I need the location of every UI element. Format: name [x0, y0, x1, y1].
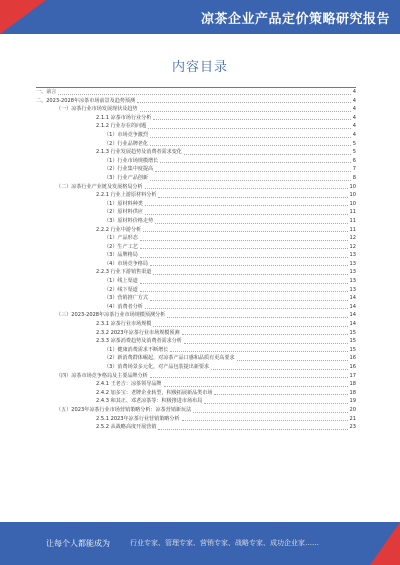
- toc-entry[interactable]: [36, 380, 356, 389]
- toc-entry-label: （一）凉茶行业市场发展现状及趋势: [56, 106, 138, 113]
- toc-entry[interactable]: [36, 251, 356, 260]
- toc-entry-page: 11: [349, 209, 356, 216]
- toc-entry-page: 4: [352, 89, 356, 95]
- toc-leader-dots: [140, 290, 348, 292]
- toc-entry[interactable]: [36, 208, 356, 217]
- toc-leader-dots: [184, 342, 348, 344]
- toc-entry-label: （1）行业市场规模增长: [104, 157, 159, 164]
- toc-entry-label: 2.4.3 和其正、邓老凉茶等：积极推进市场布局: [96, 398, 203, 405]
- footer-red-corner: [370, 522, 400, 565]
- toc-leader-dots: [150, 144, 351, 146]
- toc-entry-label: 一、前言: [36, 89, 57, 95]
- toc-leader-dots: [150, 136, 351, 138]
- toc-entry-page: 13: [349, 286, 356, 293]
- toc-entry-label: （2）行业品牌老化: [104, 140, 148, 147]
- toc-entry-page: 16: [349, 364, 356, 370]
- toc-entry-label: 2.1.2 行业存在的问题: [96, 123, 147, 130]
- toc-entry[interactable]: [36, 122, 356, 131]
- toc-entry-page: 7: [352, 166, 356, 173]
- toc-entry-page: 10: [349, 192, 356, 199]
- toc-entry[interactable]: [36, 217, 356, 226]
- toc-entry[interactable]: [36, 260, 356, 269]
- toc-leader-dots: [153, 325, 347, 327]
- toc-entry[interactable]: [36, 363, 356, 372]
- toc-entry-page: 15: [349, 329, 356, 336]
- toc-entry[interactable]: [36, 174, 356, 183]
- toc-entry-page: 4: [352, 106, 356, 113]
- toc-entry[interactable]: [36, 337, 356, 346]
- footer-slogan: 让每个人都能成为: [46, 539, 110, 548]
- footer-roles: 行业专家、管理专家、营销专家、战略专家、成功企业家……: [130, 539, 319, 547]
- toc-leader-dots: [155, 222, 347, 224]
- toc-entry-page: 14: [349, 312, 356, 319]
- header-red-corner: [0, 0, 46, 34]
- toc-leader-dots: [145, 204, 348, 206]
- toc-entry-page: 13: [349, 252, 356, 259]
- toc-leader-dots: [164, 385, 348, 387]
- toc-leader-dots: [182, 419, 348, 421]
- toc-leader-dots: [140, 239, 348, 241]
- toc-entry[interactable]: [36, 286, 356, 295]
- toc-entry-page: 23: [349, 424, 356, 431]
- toc-entry-page: 14: [349, 303, 356, 310]
- toc-leader-dots: [193, 411, 347, 413]
- toc-entry-page: 10: [349, 200, 356, 207]
- toc-entry[interactable]: [36, 165, 356, 174]
- toc-entry-label: 2.4.1 王老吉：凉茶领导品牌: [96, 381, 162, 388]
- header-bar: [0, 0, 400, 34]
- toc-entry-label: （3）品牌格局: [104, 252, 138, 259]
- toc-entry[interactable]: [36, 397, 356, 406]
- toc-entry-label: 2.4.2 加多宝：老牌企业转型，积极拓展新品类市场: [96, 389, 213, 396]
- toc-entry-label: （3）营销推广方式: [104, 295, 148, 302]
- toc-leader-dots: [140, 282, 348, 284]
- toc-leader-dots: [140, 256, 348, 258]
- toc-entry-page: 13: [349, 260, 356, 267]
- toc-entry-label: 2.2.2 行业中游分析: [96, 226, 142, 233]
- toc-entry[interactable]: [36, 114, 356, 123]
- toc-leader-dots: [150, 376, 348, 378]
- toc-entry-label: （1）原材料种类: [104, 200, 143, 207]
- toc-leader-dots: [137, 101, 351, 103]
- toc-leader-dots: [145, 213, 348, 215]
- toc-heading: 内容目录: [171, 60, 228, 75]
- toc-entry-label: （2）新消费群体崛起，对凉茶产品口感和品质有更高要求: [104, 355, 235, 362]
- toc-entry[interactable]: [36, 97, 356, 106]
- toc-leader-dots: [145, 187, 348, 189]
- toc-entry-label: （2）原材料供应: [104, 209, 143, 216]
- toc-entry[interactable]: [36, 148, 356, 157]
- toc-entry[interactable]: [36, 406, 356, 415]
- toc-entry-label: 2.5.1 2023年凉茶行业营销策略分析: [96, 415, 180, 422]
- toc-entry-page: 20: [349, 406, 356, 413]
- toc-entry-label: （3）原材料价格走势: [104, 217, 154, 224]
- toc-entry[interactable]: [36, 183, 356, 192]
- toc-leader-dots: [150, 179, 351, 181]
- toc-entry-page: 4: [352, 114, 356, 121]
- toc-entry-page: 11: [349, 217, 356, 224]
- toc-entry-page: 17: [349, 372, 356, 379]
- toc-leader-dots: [211, 368, 347, 370]
- toc-leader-dots: [214, 393, 347, 395]
- toc-entry-label: （2）行业集中度提高: [104, 166, 154, 173]
- toc-leader-dots: [237, 359, 348, 361]
- toc-entry[interactable]: [36, 354, 356, 363]
- toc-leader-dots: [160, 161, 351, 163]
- toc-entry-page: 4: [352, 131, 356, 138]
- toc-leader-dots: [204, 402, 347, 404]
- toc-leader-dots: [153, 273, 347, 275]
- toc-entry-page: 8: [352, 174, 356, 181]
- toc-entry[interactable]: [36, 191, 356, 200]
- toc-entry-label: （3）消费场景多元化，对产品包装提出新要求: [104, 364, 210, 370]
- toc-leader-dots: [170, 350, 347, 352]
- toc-entry[interactable]: [36, 372, 356, 381]
- toc-entry[interactable]: [36, 105, 356, 114]
- toc-entry-label: （4）消费者分析: [104, 303, 143, 310]
- toc-entry-page: 5: [352, 149, 356, 156]
- toc-leader-dots: [153, 118, 350, 120]
- report-title: 凉茶企业产品定价策略研究报告: [200, 12, 390, 27]
- toc-entry-label: （1）产品形态: [104, 235, 138, 242]
- toc-entry-page: 10: [349, 183, 356, 190]
- toc-entry-page: 18: [349, 389, 356, 396]
- toc-leader-dots: [148, 127, 351, 129]
- toc-entry-page: 21: [349, 415, 356, 422]
- toc-entry-page: 4: [352, 97, 356, 104]
- toc-entry-page: 13: [349, 269, 356, 276]
- table-of-contents: [36, 88, 356, 432]
- toc-entry[interactable]: [36, 303, 356, 312]
- toc-leader-dots: [58, 93, 350, 95]
- toc-leader-dots: [158, 428, 347, 430]
- toc-entry-label: 2.3.1 凉茶行业市场规模: [96, 321, 152, 328]
- toc-entry[interactable]: [36, 423, 356, 432]
- toc-entry-page: 18: [349, 381, 356, 388]
- toc-entry-page: 16: [349, 355, 356, 362]
- toc-entry-label: （五）2023年凉茶行业市场营销策略分析：凉茶营销新玩法: [56, 406, 192, 413]
- toc-entry-label: （1）市场竞争激烈: [104, 131, 148, 138]
- toc-entry[interactable]: [36, 234, 356, 243]
- toc-leader-dots: [145, 307, 348, 309]
- toc-entry[interactable]: [36, 200, 356, 209]
- toc-entry-label: 2.2.1 行业上游原材料分析: [96, 192, 157, 199]
- toc-entry-label: （三）2023-2028年凉茶行业市场规模预测分析: [56, 312, 166, 319]
- toc-entry-page: 11: [349, 226, 356, 233]
- toc-leader-dots: [150, 264, 348, 266]
- toc-entry[interactable]: [36, 277, 356, 286]
- toc-entry-label: 2.5.2 从战略高度开展营销: [96, 424, 157, 431]
- toc-leader-dots: [140, 110, 351, 112]
- toc-entry-page: 13: [349, 278, 356, 285]
- toc-entry-label: 2.3.3 凉茶消费趋势及消费者需求分析: [96, 338, 182, 345]
- toc-leader-dots: [150, 299, 348, 301]
- toc-entry-page: 12: [349, 235, 356, 242]
- toc-entry[interactable]: [36, 268, 356, 277]
- toc-entry-page: 6: [352, 157, 356, 164]
- toc-entry-label: 二、2023-2028年凉茶市场前景及趋势预测: [36, 97, 136, 104]
- toc-entry[interactable]: [36, 329, 356, 338]
- toc-entry-label: （二）凉茶行业产业链及发展格局分析: [56, 183, 143, 190]
- toc-entry[interactable]: [36, 346, 356, 355]
- toc-entry-label: 2.3.2 2023年凉茶行业市场规模预测: [96, 329, 180, 336]
- toc-entry-page: 4: [352, 123, 356, 130]
- toc-entry[interactable]: [36, 226, 356, 235]
- toc-entry[interactable]: [36, 389, 356, 398]
- toc-entry-label: （3）行业产品创新: [104, 174, 148, 181]
- toc-entry[interactable]: [36, 140, 356, 149]
- toc-entry-page: 15: [349, 346, 356, 353]
- toc-leader-dots: [155, 170, 351, 172]
- toc-leader-dots: [143, 230, 347, 232]
- toc-entry-page: 5: [352, 140, 356, 147]
- toc-entry[interactable]: [36, 415, 356, 424]
- toc-entry[interactable]: [36, 88, 356, 97]
- toc-entry-page: 19: [349, 398, 356, 405]
- toc-entry-page: 15: [349, 338, 356, 345]
- toc-entry-page: 12: [349, 243, 356, 250]
- toc-leader-dots: [140, 247, 348, 249]
- toc-entry-label: 2.1.3 行业发展趋势及消费者需求变化: [96, 149, 182, 156]
- toc-entry-label: （1）健康消费需求不断增长: [104, 346, 169, 353]
- toc-leader-dots: [182, 333, 348, 335]
- toc-entry-label: （四）凉茶市场竞争格局及主要品牌分析: [56, 372, 148, 379]
- toc-entry-label: 2.2.3 行业下游销售渠道: [96, 269, 152, 276]
- toc-entry[interactable]: [36, 294, 356, 303]
- toc-entry-label: （1）线上渠道: [104, 278, 138, 285]
- toc-entry-label: （4）市场竞争格局: [104, 260, 148, 267]
- toc-entry-label: （2）生产工艺: [104, 243, 138, 250]
- toc-entry[interactable]: [36, 243, 356, 252]
- toc-entry[interactable]: [36, 157, 356, 166]
- toc-entry-label: （2）线下渠道: [104, 286, 138, 293]
- toc-leader-dots: [184, 153, 351, 155]
- toc-leader-dots: [167, 316, 347, 318]
- toc-entry-page: 14: [349, 295, 356, 302]
- toc-entry[interactable]: [36, 131, 356, 140]
- toc-entry-page: 14: [349, 321, 356, 328]
- toc-leader-dots: [158, 196, 347, 198]
- toc-entry[interactable]: [36, 320, 356, 329]
- toc-entry[interactable]: [36, 311, 356, 320]
- toc-entry-label: 2.1.1 凉茶市场行业分析: [96, 114, 152, 121]
